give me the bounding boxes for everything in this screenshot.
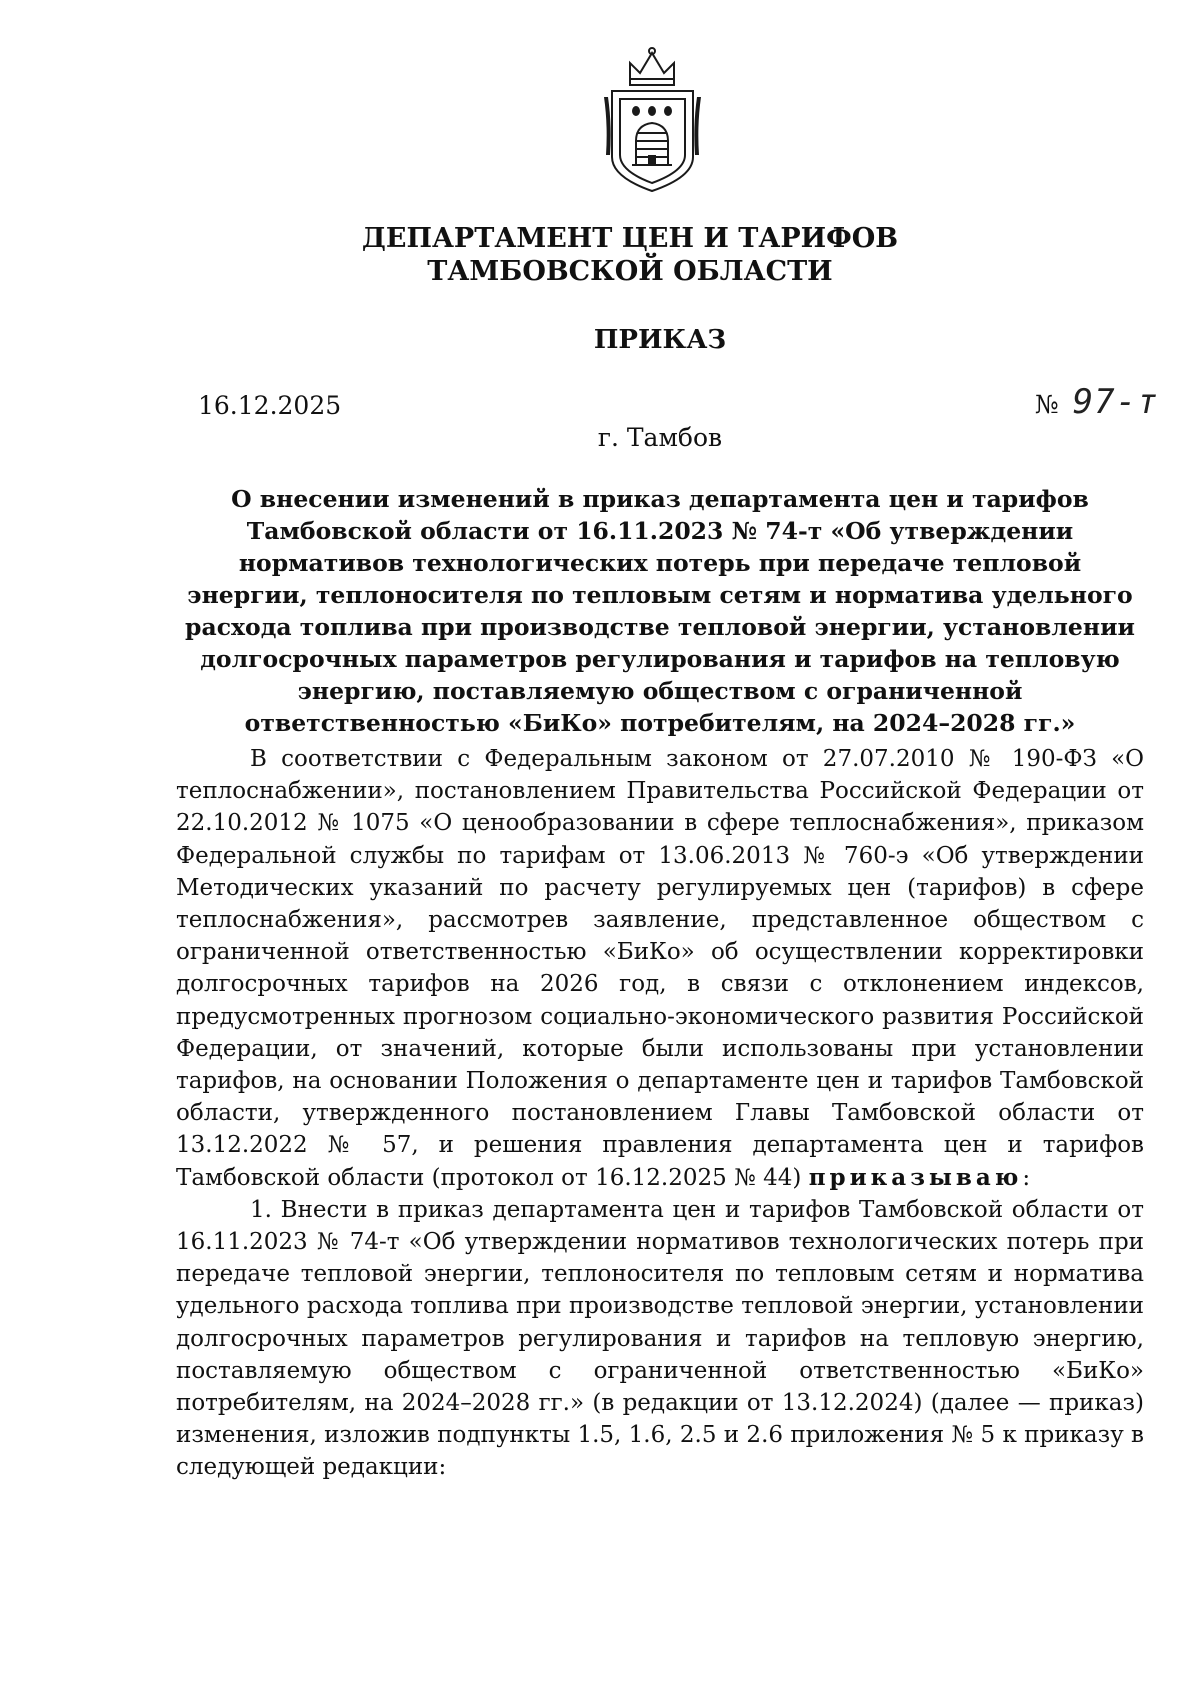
document-title: О внесении изменений в приказ департамента цен и тарифов Тамбовской области от 16.11.2023 № 74-т «Об утверждении нормативов технологических потерь при передаче тепловой энергии, теплоносителя по тепловым сетям и норматива удельного расхода топлива при производстве тепловой энергии, установлении долгосрочных параметров регулирования и тарифов на тепловую энергию, поставляемую обществом с ограниченной ответственностью «БиКо» потребителям, на 2024–2028 гг.»: [185, 485, 1135, 737]
organization-name-line1: ДЕПАРТАМЕНТ ЦЕН И ТАРИФОВ: [361, 223, 899, 254]
preamble-paragraph: [176, 743, 1144, 1194]
document-type: ПРИКАЗ: [593, 325, 727, 355]
number-label: №: [1035, 390, 1059, 419]
coat-of-arms-icon: [600, 45, 705, 195]
preamble-text: В соответствии с Федеральным законом от 27.07.2010 № 190-ФЗ «О теплоснабжении», постановлением Правительства Российской Федерации от 22.10.2012 № 1075 «О ценообразовании в сфере теплоснабжения», приказом Федеральной службы по тарифам от 13.06.2013 № 760-э «Об утверждении Методических указаний по расчету регулируемых цен (тарифов) в сфере теплоснабжения», рассмотрев заявление, представленное обществом с ограниченной ответственностью «БиКо» об осуществлении корректировки долгосрочных тарифов на 2026 год, в связи с отклонением индексов, предусмотренных прогнозом социально-экономического развития Российской Федерации, от значений, которые были использованы при установлении тарифов, на основании Положения о департаменте цен и тарифов Тамбовской области, утвержденного постановлением Главы Тамбовской области от 13.12.2022 № 57, и решения правления департамента цен и тарифов Тамбовской области (протокол от 16.12.2025 № 44): [176, 746, 1144, 1191]
document-body: [176, 743, 1144, 1484]
item-1-paragraph: 1. Внести в приказ департамента цен и тарифов Тамбовской области от 16.11.2023 № 74-т «Об утверждении нормативов технологических потерь при передаче тепловой энергии, теплоносителя по тепловым сетям и норматива удельного расхода топлива при производстве тепловой энергии, установлении долгосрочных параметров регулирования и тарифов на тепловую энергию, поставляемую обществом с ограниченной ответственностью «БиКо» потребителям, на 2024–2028 гг.» (в редакции от 13.12.2024) (далее — приказ) изменения, изложив подпункты 1.5, 1.6, 2.5 и 2.6 приложения № 5 к приказу в следующей редакции:: [176, 1196, 1144, 1481]
document-date: 16.12.2025: [198, 391, 342, 420]
order-word: приказываю: [808, 1163, 1023, 1191]
document-number: [1035, 383, 1159, 424]
number-value: 97-т: [1072, 382, 1159, 422]
order-colon: :: [1022, 1164, 1031, 1191]
document-city: г. Тамбов: [597, 423, 723, 452]
organization-name: [360, 222, 900, 288]
organization-name-line2: ТАМБОВСКОЙ ОБЛАСТИ: [427, 256, 833, 287]
